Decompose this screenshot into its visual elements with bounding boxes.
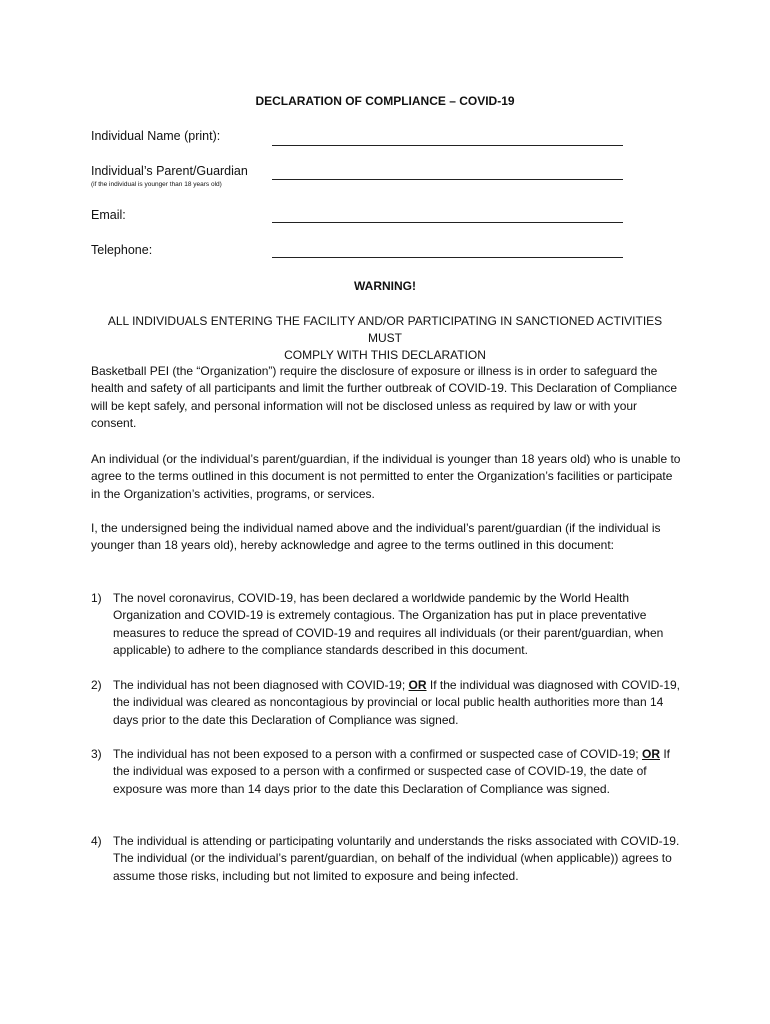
warning-heading: WARNING! xyxy=(354,279,416,293)
item-text: The individual has not been exposed to a person with a confirmed or suspected case of COVID-19; OR If the individual was exposed to a person with a confirmed or suspected case of COVID-19, the date of exposure was more than 14 days prior to the date this Declaration of Compliance was signed. xyxy=(113,747,670,796)
paragraph-eligibility: An individual (or the individual’s parent/guardian, if the individual is younger than 18 years old) who is unable to agree to the terms outlined in this document is not permitted to enter the Organization’s facilities or participate in the Organization’s activities, programs, or services. xyxy=(91,452,681,501)
telephone-label: Telephone: xyxy=(91,243,153,257)
telephone-line[interactable] xyxy=(272,257,623,258)
or-keyword: OR xyxy=(408,678,427,692)
warning-line-1: ALL INDIVIDUALS ENTERING THE FACILITY AND/OR PARTICIPATING IN SANCTIONED ACTIVITIES MUST xyxy=(107,314,663,345)
paragraph-disclosure: Basketball PEI (the “Organization”) require the disclosure of exposure or illness is in order to safeguard the health and safety of all participants and limit the further outbreak of COVID-19. This Declaration of Compliance will be kept safely, and personal information will not be disclosed unless as required by law or with your consent. xyxy=(91,364,678,430)
list-item xyxy=(91,746,681,798)
email-label: Email: xyxy=(91,208,126,222)
guardian-label: Individual’s Parent/Guardian xyxy=(91,164,248,178)
item-text: The individual is attending or participating voluntarily and understands the risks associated with COVID-19. The individual (or the individual’s parent/guardian, on behalf of the individual (when applicable)) agrees to assume those risks, including but not limited to exposure and being infected. xyxy=(113,834,680,883)
list-item xyxy=(91,677,681,729)
item-number: 2) xyxy=(91,678,102,692)
or-keyword: OR xyxy=(641,747,660,761)
paragraph-acknowledgement: I, the undersigned being the individual named above and the individual’s parent/guardian (if the individual is younger than 18 years old), hereby acknowledge and agree to the terms outlined in this document: xyxy=(91,521,661,553)
warning-statement xyxy=(91,313,679,364)
item-number: 1) xyxy=(91,591,102,605)
document-title: DECLARATION OF COMPLIANCE – COVID-19 xyxy=(255,94,515,108)
item-text: The individual has not been diagnosed with COVID-19; OR If the individual was diagnosed with COVID-19, the individual was cleared as noncontagious by provincial or local public health authorities more than 14 days prior to the date this Declaration of Compliance was signed. xyxy=(113,678,681,727)
email-line[interactable] xyxy=(272,222,623,223)
list-item xyxy=(91,590,681,659)
item-text: The novel coronavirus, COVID-19, has been declared a worldwide pandemic by the World Health Organization and COVID-19 is extremely contagious. The Organization has put in place preventative measures to reduce the spread of COVID-19 and requires all individuals (or their parent/guardian, when applicable) to adhere to the compliance standards described in this document. xyxy=(113,591,664,657)
name-label: Individual Name (print): xyxy=(91,129,221,143)
item-number: 3) xyxy=(91,747,102,761)
list-item xyxy=(91,833,681,885)
guardian-line[interactable] xyxy=(272,179,623,180)
warning-line-2: COMPLY WITH THIS DECLARATION xyxy=(284,348,486,362)
guardian-note: (if the individual is younger than 18 years old) xyxy=(91,181,222,188)
name-line[interactable] xyxy=(272,145,623,146)
item-number: 4) xyxy=(91,834,102,848)
